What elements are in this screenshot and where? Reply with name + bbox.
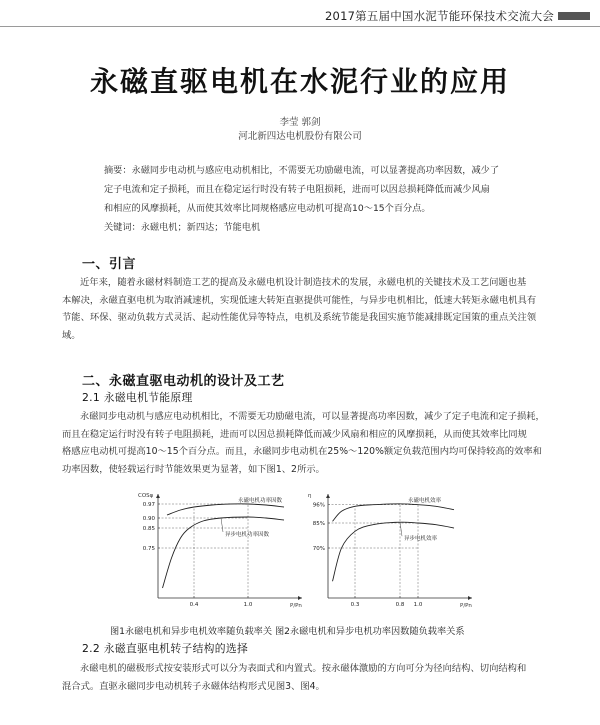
y-axis-label: η (308, 493, 312, 499)
x-tick-label: 1.0 (413, 602, 423, 608)
subsection-2-1-heading: 2.1 永磁电机节能原理 (82, 391, 193, 404)
y-axis-arrow (326, 494, 330, 498)
text-line: 混合式。直驱永磁同步电动机转子永磁体结构形式见图3、图4。 (62, 680, 325, 692)
text-line: 节能、环保、驱动负载方式灵活、起动性能优异等特点，电机及系统节能是我国实施节能减排既定国策的重点关注领 (62, 312, 537, 323)
section-2-2-text (62, 660, 548, 695)
running-header (0, 2, 600, 24)
abstract-line: 定子电流和定子损耗，而且在稳定运行时没有转子电阻损耗，进而可以因总损耗降低而减少风扇 (104, 184, 490, 195)
y-tick-label: 96% (312, 502, 325, 509)
label-leader (221, 518, 223, 532)
abstract-line: 摘要：永磁同步电动机与感应电动机相比，不需要无功励磁电流，可以显著提高功率因数，减少了 (104, 165, 500, 176)
header-rule (0, 26, 600, 27)
text-line: 近年来，随着永磁材料制造工艺的提高及永磁电机设计制造技术的发展，永磁电机的关键技术及工艺问题也基 (80, 277, 527, 288)
series-label-pm: 永磁电机效率 (408, 498, 442, 504)
text-line: 本解决，永磁直驱电机为取消减速机，实现低速大转矩直驱提供可能性，与异步电机相比，低速大转矩永磁电机具有 (62, 294, 537, 306)
paper-authors: 李莹 郭剑 (279, 117, 321, 128)
section-1-text (62, 274, 548, 344)
y-axis-label: COSφ (138, 493, 154, 499)
y-axis-arrow (156, 494, 160, 498)
y-tick-label: 85% (312, 521, 325, 527)
y-tick-label: 0.90 (142, 516, 155, 522)
x-tick-label: 0.4 (189, 602, 199, 608)
abstract-line: 和相应的风摩损耗，从而使其效率比同规格感应电动机可提高10～15个百分点。 (104, 203, 431, 214)
text-line: 域。 (62, 329, 81, 341)
x-tick-label: 0.3 (350, 602, 360, 608)
x-tick-label: 0.8 (395, 602, 405, 608)
subsection-2-2-heading: 2.2 永磁直驱电机转子结构的选择 (82, 642, 249, 655)
text-line: 永磁电机的磁极形式按安装形式可以分为表面式和内置式。按永磁体激励的方向可分为径向结构、切向结构和 (80, 663, 527, 674)
series-line-pm (167, 504, 284, 515)
header-marker (558, 12, 590, 20)
figure-captions: 图1永磁电机和异步电机效率随负载率关 图2永磁电机和异步电机功率因数随负载率关系 (110, 626, 465, 637)
figure-2-chart (300, 488, 480, 614)
paper-title: 永磁直驱电机在水泥行业的应用 (89, 65, 510, 98)
abstract (104, 161, 524, 237)
series-label-async: 异步电机效率 (404, 536, 438, 543)
series-line-async (333, 522, 455, 581)
x-tick-label: 1.0 (243, 602, 253, 608)
text-line: 而且在稳定运行时没有转子电阻损耗，进而可以因总损耗降低而减少风扇和相应的风摩损耗，从而使其效率比同规 (62, 428, 527, 440)
x-axis-label: P/Pn (290, 603, 302, 609)
y-tick-label: 0.75 (142, 546, 155, 552)
section-2-heading: 二、永磁直驱电动机的设计及工艺 (82, 374, 285, 389)
paper-affiliation: 河北新四达电机股份有限公司 (238, 131, 362, 142)
keywords: 关键词：永磁电机；新四达；节能电机 (104, 222, 261, 233)
text-line: 功率因数，使轻载运行时节能效果更为显著，如下图1、2所示。 (62, 463, 325, 475)
y-tick-label: 0.97 (142, 502, 155, 508)
series-line-pm (333, 504, 455, 522)
series-label-async: 异步电机功率因数 (225, 532, 270, 538)
y-tick-label: 0.85 (142, 526, 155, 532)
figure-2 (300, 488, 480, 614)
figure-1 (130, 488, 310, 614)
x-axis-arrow (468, 596, 472, 600)
y-tick-label: 70% (312, 546, 325, 552)
figure-1-chart (130, 488, 310, 614)
series-label-pm: 永磁电机功率因数 (238, 498, 283, 504)
section-2-1-text (62, 408, 548, 478)
conference-name: 2017第五届中国水泥节能环保技术交流大会 (325, 9, 554, 23)
text-line: 永磁同步电动机与感应电动机相比，不需要无功励磁电流，可以显著提高功率因数，减少了定子电流和定子损耗， (80, 411, 545, 422)
x-axis-label: P/Pn (460, 603, 472, 609)
series-line-async (163, 517, 285, 588)
section-1-heading: 一、引言 (82, 257, 137, 272)
text-line: 格感应电动机可提高10～15个百分点。而且，永磁同步电动机在25%～120%额定负载范围内均可保持较高的效率和 (62, 446, 542, 457)
label-leader (400, 522, 402, 536)
